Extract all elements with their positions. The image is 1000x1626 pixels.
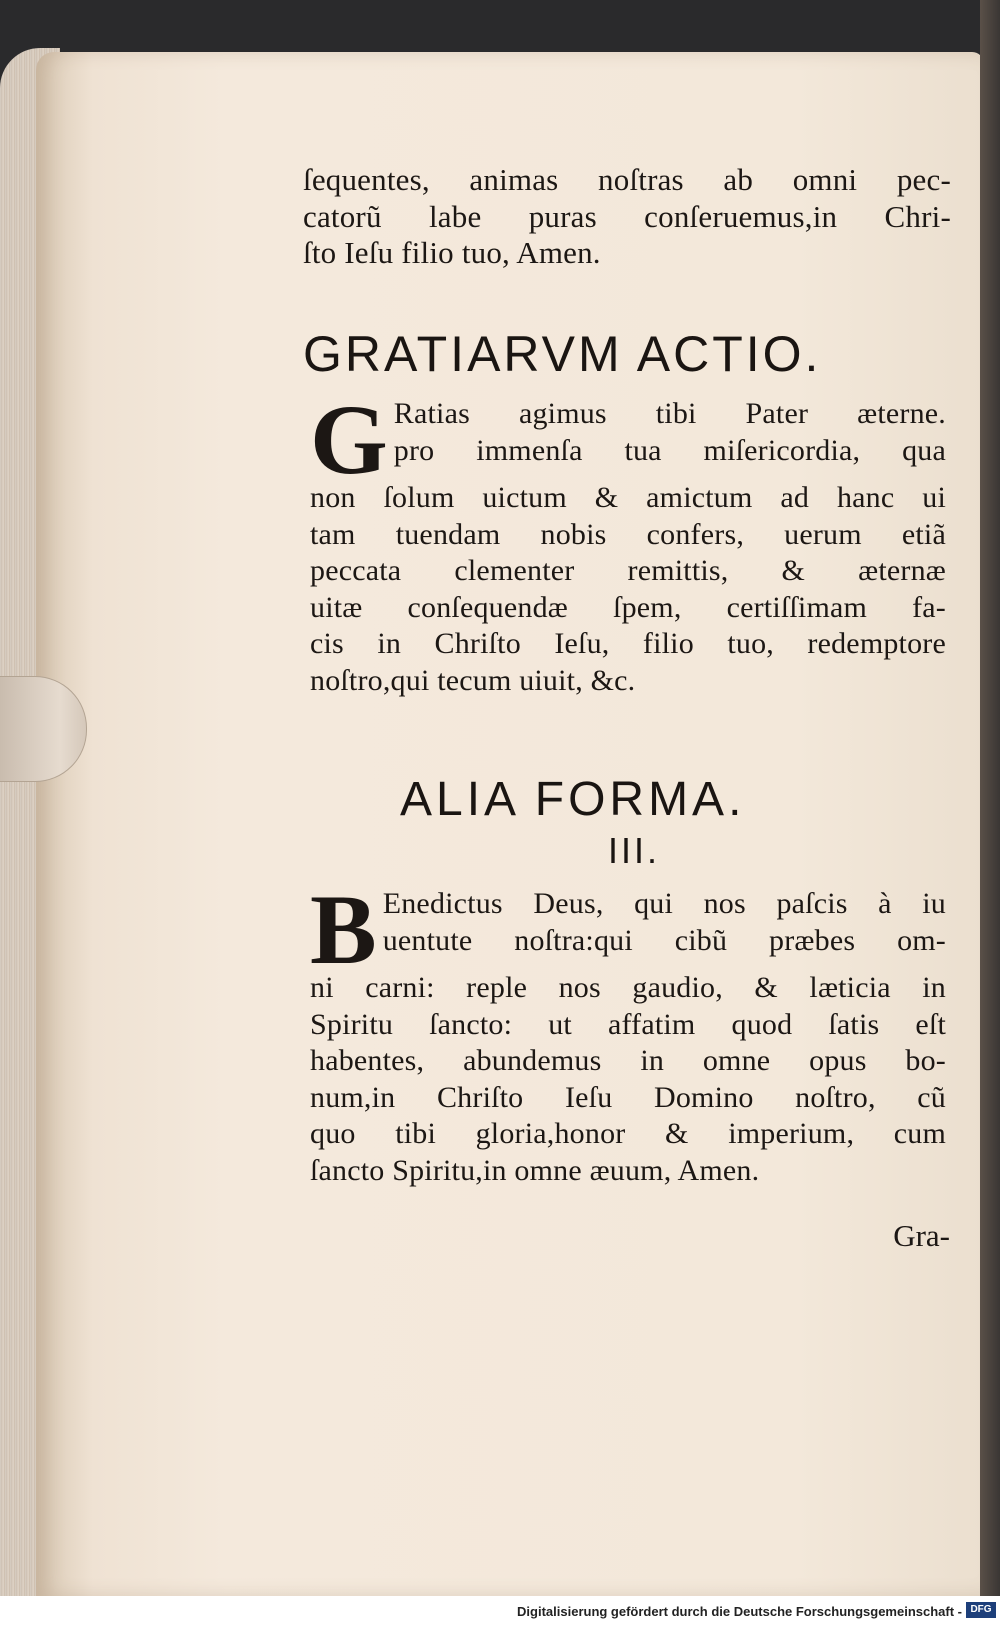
catchword: Gra- [893,1218,950,1253]
funding-credit: Digitalisierung gefördert durch die Deutsche Forschungsgemeinschaft - [517,1604,962,1619]
text-line: tam tuendam nobis confers, uerum etiã [310,517,946,551]
text-line: ni carni: reple nos gaudio, & læticia in [310,971,946,1004]
text-line: uitæ conſequendæ ſpem, certiſſimam fa- [310,590,946,624]
dfg-logo: DFG [966,1602,996,1618]
text-line: noſtro,qui tecum uiuit, &c. [310,663,636,697]
text-line: ſequentes, animas noſtras ab omni pec- [303,162,951,197]
dropcap-b: B [310,874,377,985]
text-line: Ratias agimus tibi Pater æterne. [393,397,946,430]
text-line: quo tibi gloria,honor & imperium, cum [310,1117,946,1150]
text-line: catorũ labe puras conſeruemus,in Chri- [303,198,951,234]
footer-bar [0,1596,1000,1626]
text-line: cis in Chriſto Ieſu, filio tuo, redemptore [310,627,946,660]
text-line: Enedictus Deus, qui nos paſcis à iu [382,887,946,920]
heading-numeral: III. [608,830,661,871]
dropcap-g: G [310,384,388,495]
text-line: ſancto Spiritu,in omne æuum, Amen. [310,1153,760,1187]
book-cover-edge [980,0,1000,1596]
heading-gratiarum-actio: GRATIARVM ACTIO. [303,326,822,382]
text-line: peccata clementer remittis, & æternæ [310,554,946,587]
paragraph-gratias [310,384,946,699]
heading-alia-forma: ALIA FORMA. [400,773,746,826]
text-line: uentute noſtra:qui cibũ præbes om- [382,923,946,957]
text-line: num,in Chriſto Ieſu Domino noſtro, cũ [310,1080,946,1114]
text-line: habentes, abundemus in omne opus bo- [310,1044,946,1077]
intro-text [303,162,951,272]
text-line: ſto Ieſu filio tuo, Amen. [303,235,601,270]
text-line: Spiritu ſancto: ut affatim quod ſatis eſt [310,1007,946,1041]
paragraph-benedictus [310,874,946,1189]
text-line: pro immenſa tua miſericordia, qua [393,433,946,467]
text-line: non ſolum uictum & amictum ad hanc ui [310,481,946,514]
